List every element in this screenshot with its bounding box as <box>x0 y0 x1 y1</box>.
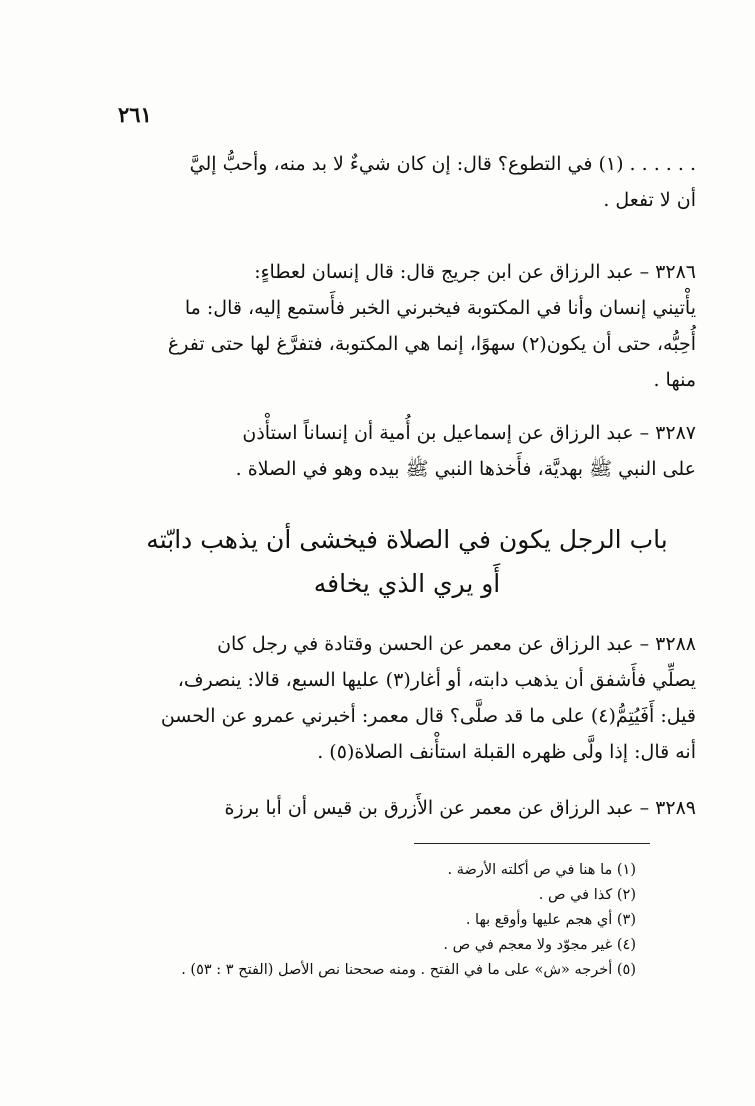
footnote-3: (٣) أي هجم عليها وأوقع بها . <box>465 912 636 928</box>
chapter-heading <box>118 518 696 606</box>
text-line: ٣٢٨٩ – عبد الرزاق عن معمر عن الأَزرق بن قيس أن أبا برزة <box>224 797 696 819</box>
text-line: ٣٢٨٧ – عبد الرزاق عن إسماعيل بن أُمية أن إنساناً استأْذن <box>242 422 696 444</box>
text-line: . . . . . . (١) في التطوع؟ قال: إن كان شيءٌ لا بد منه، وأحبُّ إليَّ <box>189 153 696 175</box>
text-line: ٣٢٨٨ – عبد الرزاق عن معمر عن الحسن وقتادة في رجل كان <box>217 633 696 655</box>
paragraph-3287 <box>118 415 696 487</box>
text-line: منها . <box>653 369 696 391</box>
footnotes <box>118 858 696 983</box>
text-line: ٣٢٨٦ – عبد الرزاق عن ابن جريج قال: قال إنسان لعطاءٍ: <box>254 261 696 283</box>
footnote-4: (٤) غير مجوّد ولا معجم في ص . <box>443 937 636 953</box>
paragraph-3288 <box>118 626 696 770</box>
text-line: على النبي ﷺ بهديَّة، فأَخذها النبي ﷺ بيده وهو في الصلاة . <box>235 458 696 480</box>
footnote-2: (٢) كذا في ص . <box>538 887 636 903</box>
text-line: يصلِّي فأَشفق أن يذهب دابته، أو أغار(٣) عليها السبع، قالا: ينصرف، <box>177 669 696 691</box>
text-line: يأْتيني إنسان وأنا في المكتوبة فيخبرني الخبر فأَستمع إليه، قال: ما <box>184 297 696 319</box>
paragraph-3286 <box>118 254 696 398</box>
text-line: أُحِبُّه، حتى أن يكون(٢) سهوًا، إنما هي المكتوبة، فتفرَّغ لها حتى تفرغ <box>167 333 696 355</box>
text-line: قيل: أَفَيُتِمُّ(٤) على ما قد صلَّى؟ قال معمر: أخبرني عمرو عن الحسن <box>160 705 696 727</box>
paragraph-continuation <box>118 146 696 218</box>
footnote-separator <box>414 843 650 844</box>
text-line: أنه قال: إذا ولَّى ظهره القبلة استأْنف الصلاة(٥) . <box>317 741 696 763</box>
paragraph-3289 <box>118 790 696 826</box>
page-number: ٢٦١ <box>118 102 152 127</box>
footnote-5: (٥) أخرجه «ش» على ما في الفتح . ومنه صححنا نص الأصل (الفتح ٣ : ٥٣) . <box>181 962 636 978</box>
heading-line: باب الرجل يكون في الصلاة فيخشى أن يذهب دابّته <box>146 525 668 554</box>
footnote-1: (١) ما هنا في ص أكلته الأرضة . <box>447 862 636 878</box>
text-line: أن لا تفعل . <box>603 189 696 211</box>
heading-line: أَو يري الذي يخافه <box>313 569 501 598</box>
